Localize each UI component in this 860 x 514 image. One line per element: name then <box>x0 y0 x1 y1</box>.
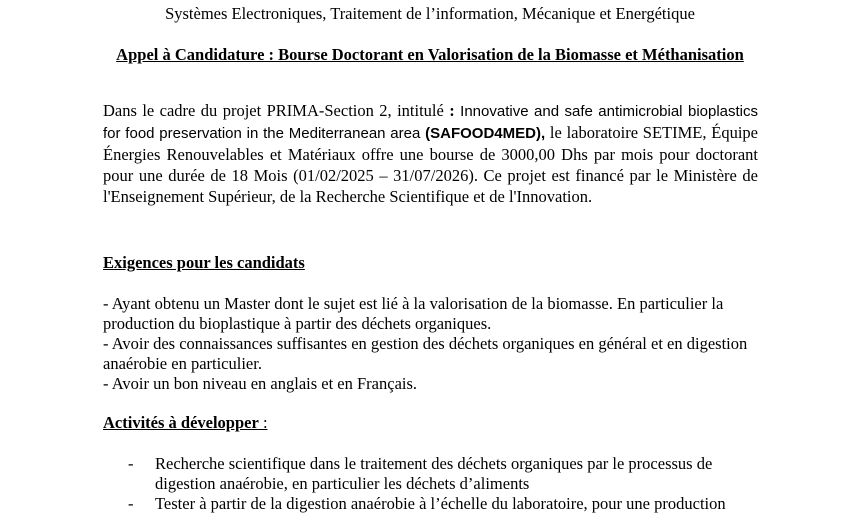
activities-heading-colon: : <box>258 413 268 432</box>
requirements-heading: Exigences pour les candidats <box>103 253 305 272</box>
requirements-list <box>103 294 763 394</box>
activities-list <box>128 454 768 514</box>
activity-text: Tester à partir de la digestion anaérobie à l’échelle du laboratoire, pour une production <box>155 494 726 513</box>
requirement-item: - Avoir des connaissances suffisantes en gestion des déchets organiques en général et en digestion anaérobie en particulier. <box>103 334 748 373</box>
requirement-item: - Avoir un bon niveau en anglais et en Français. <box>103 374 418 393</box>
project-acronym: (SAFOOD4MED), <box>425 125 546 142</box>
intro-colon: : <box>449 101 461 120</box>
activities-heading <box>103 413 268 433</box>
intro-paragraph <box>103 100 758 207</box>
activity-item <box>128 454 768 494</box>
activities-heading-text: Activités à développer <box>103 413 259 432</box>
requirement-item: - Ayant obtenu un Master dont le sujet est lié à la valorisation de la biomasse. En particulier la production du bioplastique à partir des déchets organiques. <box>103 294 724 333</box>
activity-item <box>128 494 768 514</box>
project-title: Innovative and safe antimicrobial bioplastics for food preservation in the Mediterranean area <box>103 103 759 142</box>
call-title: Appel à Candidature : Bourse Doctorant en Valorisation de la Biomasse et Méthanisation <box>116 45 744 64</box>
intro-part2: le laboratoire SETIME, Équipe Énergies Renouvelables et Matériaux offre une bourse de 3000,00 Dhs par mois pour doctorant pour une durée de 18 Mois (01/02/2025 – 31/07/2026). Ce projet est financé par le Ministère de l'Enseignement Supérieur, de la Recherche Scientifique et de l'Innovation. <box>103 123 758 206</box>
lab-subtitle: Systèmes Electroniques, Traitement de l’information, Mécanique et Energétique <box>165 4 695 23</box>
intro-part1: Dans le cadre du projet PRIMA-Section 2, intitulé <box>103 101 450 120</box>
bullet-dash: - <box>128 454 134 473</box>
activity-text: Recherche scientifique dans le traitement des déchets organiques par le processus de digestion anaérobie, en particulier les déchets d’aliments <box>155 454 713 493</box>
bullet-dash: - <box>128 494 134 513</box>
